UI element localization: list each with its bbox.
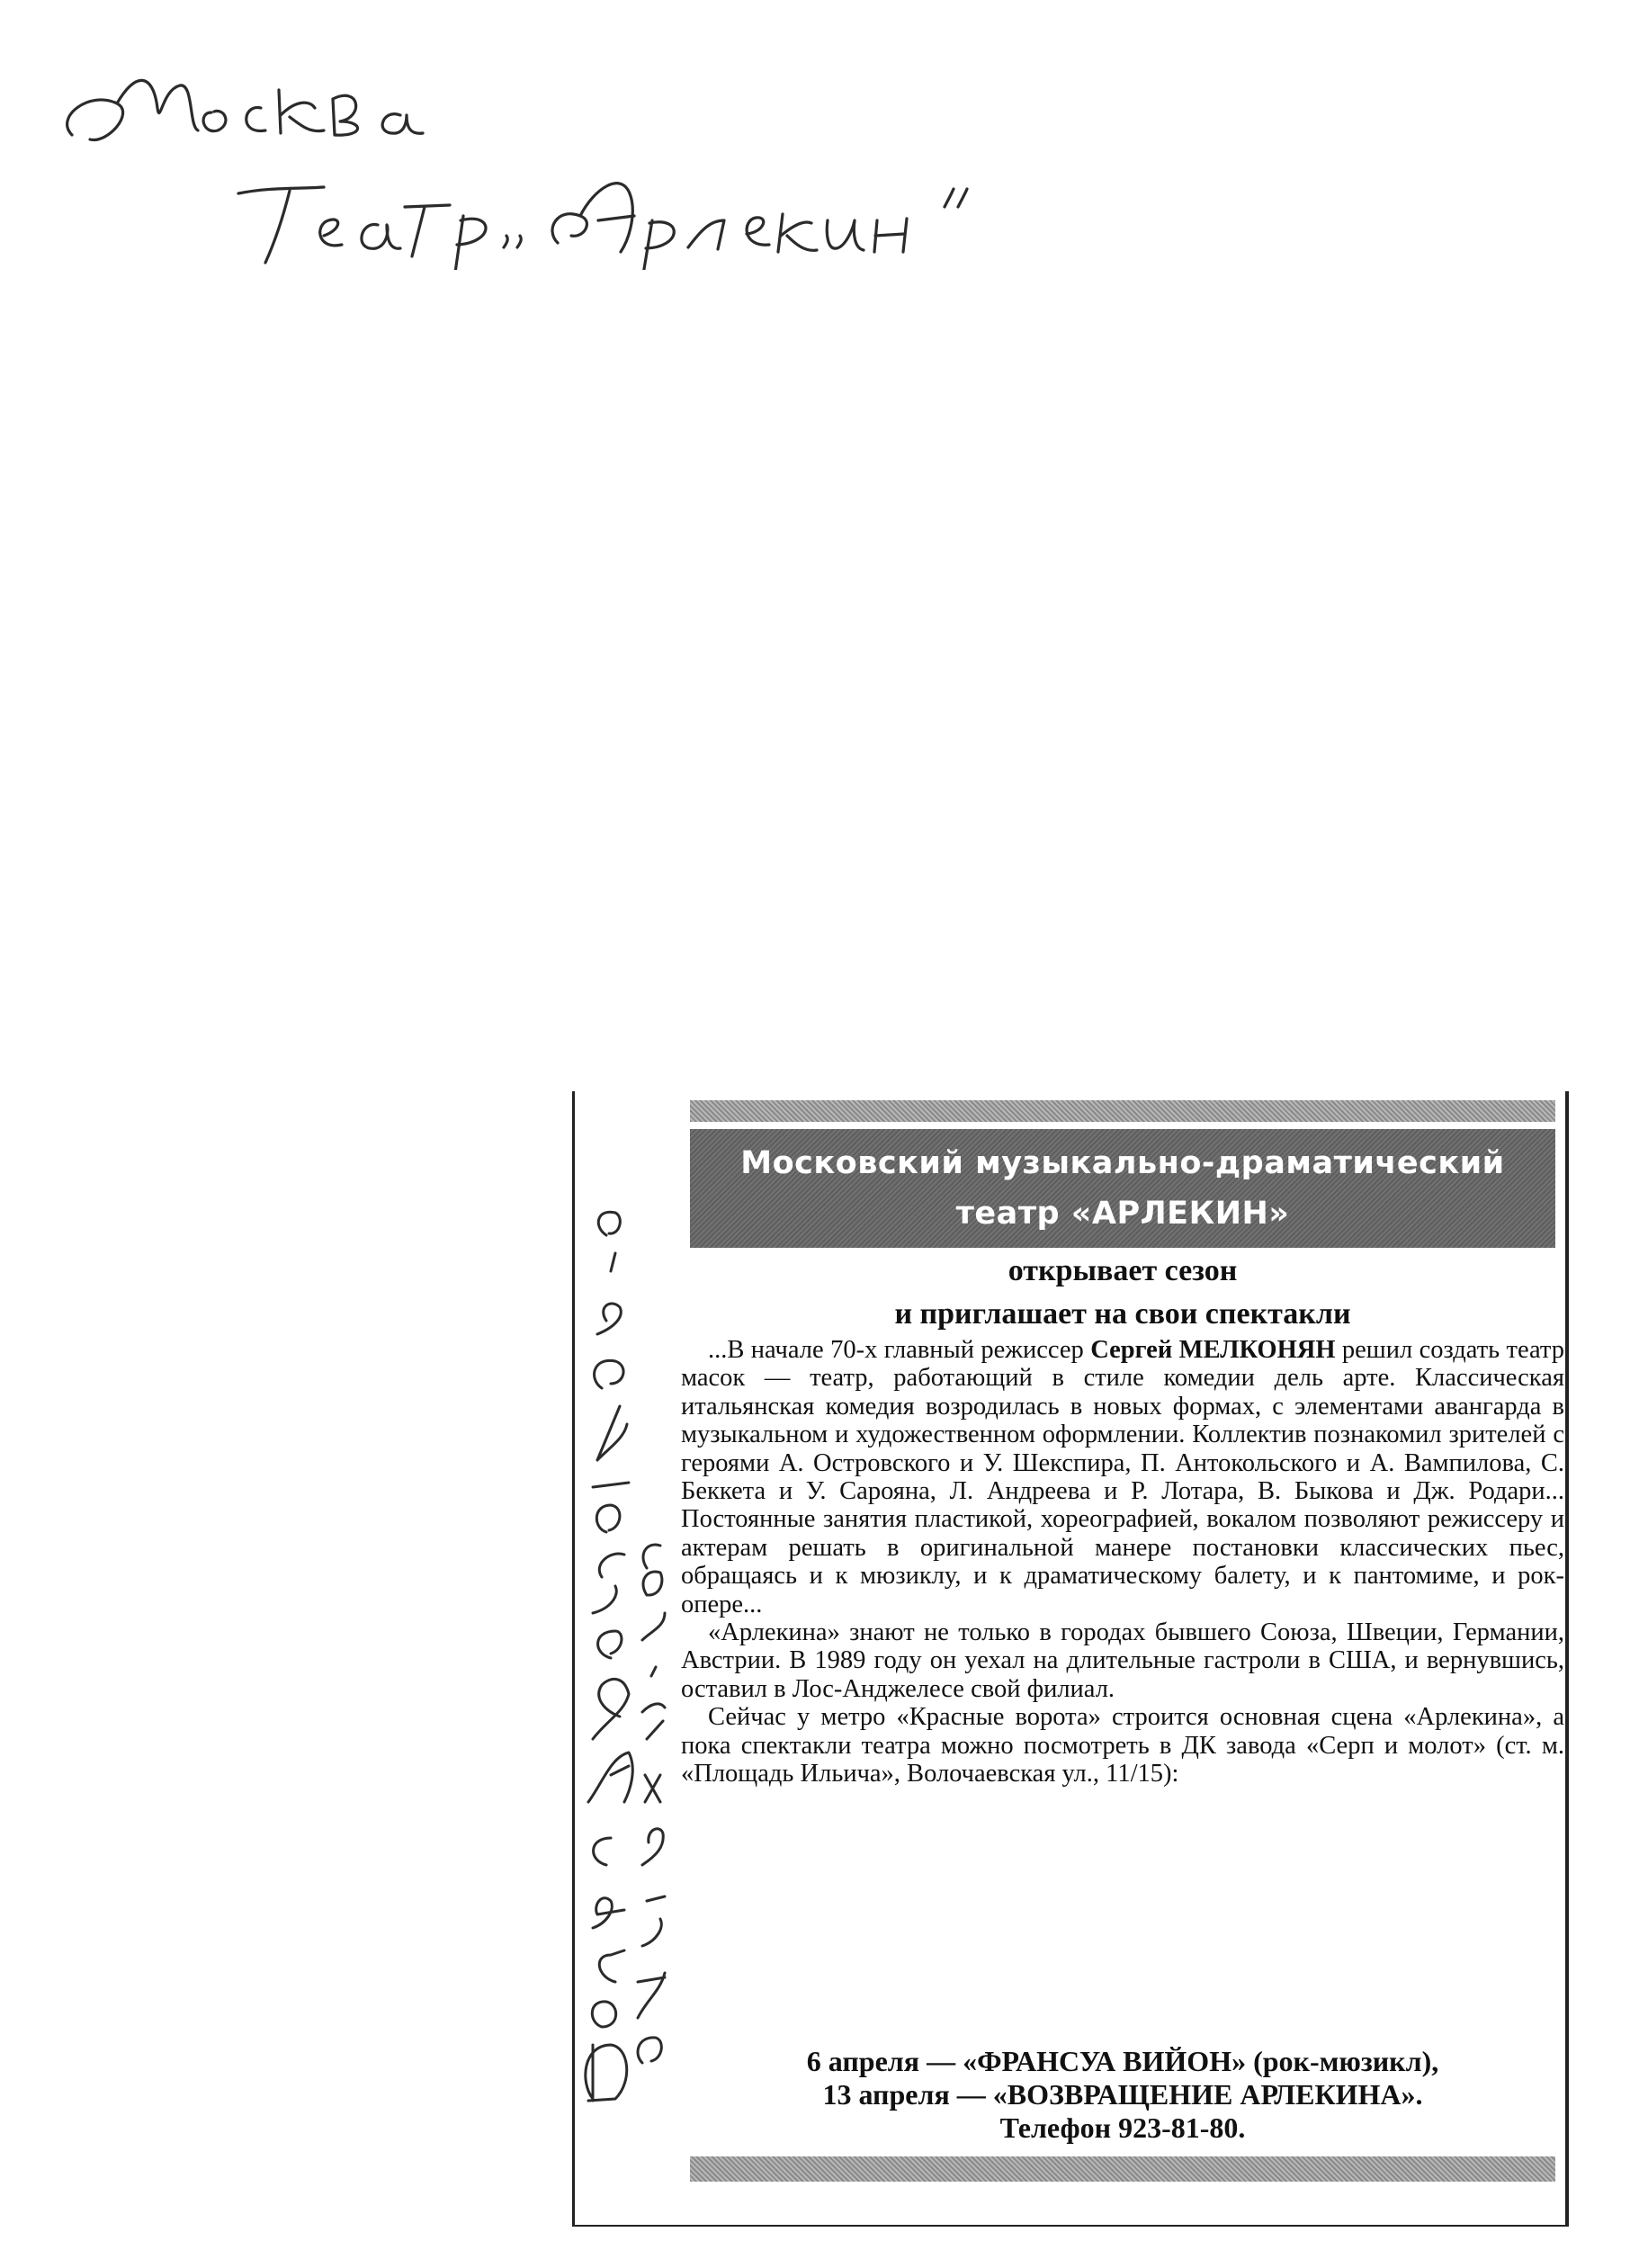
citation-handwriting — [575, 1091, 674, 2227]
theatre-banner — [690, 1129, 1555, 1248]
director-name: Сергей МЕЛКОНЯН — [1090, 1336, 1336, 1364]
paragraph-3: Сейчас у метро «Красные ворота» строится основная сцена «Арлекина», а пока спектакли театра можно посмотреть в ДК завода «Серп и молот» (ст. м. «Площадь Ильича», Волочаевская ул., 11/15): — [681, 1703, 1564, 1788]
article-body — [681, 1336, 1564, 1788]
subtitle-1: открывает сезон — [1008, 1254, 1238, 1287]
banner-line-2: театр «АРЛЕКИН» — [955, 1196, 1290, 1232]
show-schedule — [681, 2045, 1564, 2145]
show-2: 13 апреля — «ВОЗВРАЩЕНИЕ АРЛЕКИНА». — [822, 2078, 1423, 2111]
subtitle-2: и приглашает на свои спектакли — [894, 1297, 1351, 1331]
paragraph-2: «Арлекина» знают не только в городах бывшего Союза, Швеции, Германии, Австрии. В 1989 году он уехал на длительные гастроли в США, и вернувшись, оставил в Лос-Анджелесе свой филиал. — [681, 1618, 1564, 1703]
handwriting-drawing — [54, 36, 1043, 270]
handwritten-note — [54, 36, 1043, 270]
newspaper-clipping — [572, 1091, 1569, 2227]
bottom-ornament-strip — [690, 2156, 1555, 2182]
show-1: 6 апреля — «ФРАНСУА ВИЙОН» (рок-мюзикл), — [806, 2045, 1439, 2077]
paragraph-1 — [681, 1336, 1564, 1618]
phone-number: Телефон 923-81-80. — [999, 2111, 1246, 2144]
banner-line-1: Московский музыкально-драматический — [740, 1145, 1505, 1181]
paragraph-1-intro: ...В начале 70-х главный режиссер — [708, 1336, 1091, 1364]
paragraph-1-text: решил создать театр масок — театр, работающий в стиле комедии дель арте. Классическая итальянская комедия возродилась в новых формах, с элементами авангарда в музыкальном и художественном оформлении. Коллектив познакомил зрителей с героями А. Островского и У. Шекспира, П. Антокольского и А. Вампилова, С. Беккета и У. Сарояна, Л. Андреева и Р. Лотара, В. Быкова и Дж. Родари... Постоянные занятия пластикой, хореографией, вокалом позволяют режиссеру и актерам решать в оригинальной манере постановки классических пьес, обращаясь и к мюзиклу, и к драматическому балету, и к пантомиме, и рок-опере... — [681, 1336, 1564, 1618]
margin-handwritten-citation — [575, 1091, 674, 2227]
top-ornament-strip — [690, 1100, 1555, 1122]
